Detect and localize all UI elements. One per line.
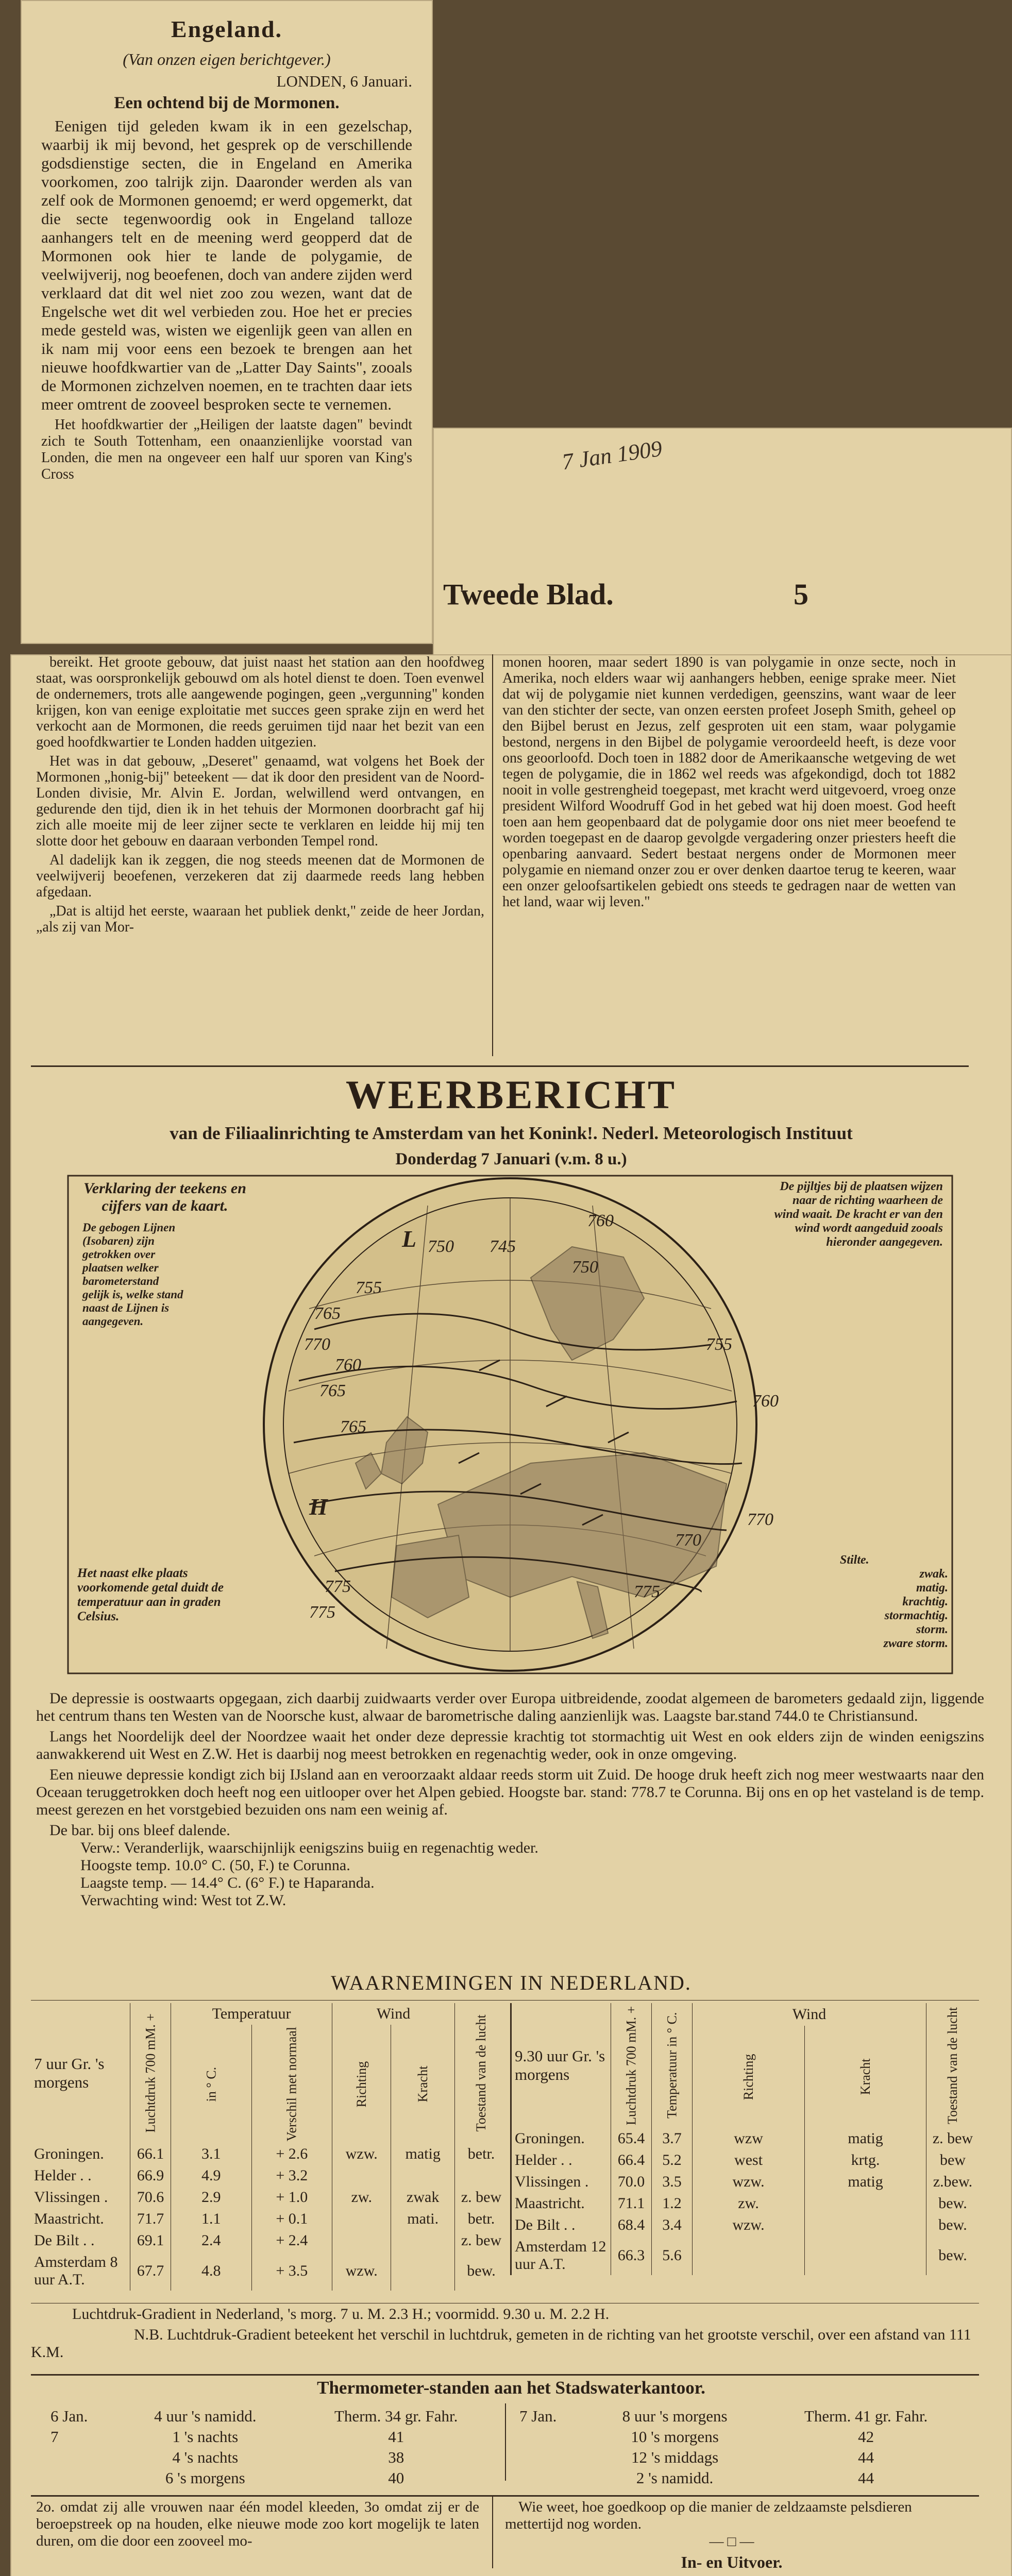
table-cell: 69.1 xyxy=(130,2230,171,2251)
col-header: Toestand van de lucht xyxy=(926,2003,980,2128)
isobar-label: 765 xyxy=(314,1304,341,1323)
gradient-note: N.B. Luchtdruk-Gradient beteekent het verschil in luchtdruk, gemeten in de richting van het grootste verschil, over een afstand van 111 K.M. xyxy=(31,2326,971,2361)
byline: (Van onzen eigen berichtgever.) xyxy=(123,50,331,69)
weer-paragraph: Een nieuwe depressie kondigt zich bij IJsland aan en veroorzaakt aldaar reeds storm uit Zuid. De hooge druk heeft zich nog meer westwaarts naar den Oceaan teruggetrokken doch heeft nog een uitlooper over het Alpen gebied. Hoogste bar. stand: 778.7 te Corunna. Bij ons en op het vasteland is de temp. meest gerezen en het vorstgebied bezuiden ons nam een weinig af. xyxy=(36,1766,984,1818)
col-header: Kracht xyxy=(391,2025,455,2143)
table-cell: bew. xyxy=(926,2193,980,2214)
col-header: Temperatuur in ° C. xyxy=(652,2003,693,2128)
group-header: Wind xyxy=(693,2003,926,2026)
table-cell: wzw. xyxy=(693,2171,805,2193)
table-row xyxy=(31,2230,508,2251)
table-cell: 66.9 xyxy=(130,2165,171,2187)
table-cell xyxy=(332,2208,391,2230)
wind-scale-item: zwak. xyxy=(919,1567,948,1581)
isobar-label: 745 xyxy=(490,1237,516,1256)
table-cell: 4 uur 's namidd. xyxy=(154,2407,257,2425)
table-cell: 2.4 xyxy=(171,2230,252,2251)
table-cell xyxy=(332,2165,391,2187)
isobar-label: 770 xyxy=(675,1531,701,1550)
thermometer-left xyxy=(46,2406,500,2488)
table-cell: 41 xyxy=(388,2428,404,2446)
table-cell: 70.0 xyxy=(611,2171,652,2193)
observations-table-left xyxy=(31,2003,508,2291)
table-cell xyxy=(515,2427,586,2447)
thermometer-left-rows xyxy=(46,2406,500,2488)
table-cell: 1.1 xyxy=(171,2208,252,2230)
headline: Een ochtend bij de Mormonen. xyxy=(114,94,340,112)
table-row xyxy=(46,2468,500,2488)
table-cell: betr. xyxy=(455,2208,508,2230)
col-header: Kracht xyxy=(805,2026,926,2128)
table-cell: Therm. 41 gr. Fahr. xyxy=(804,2407,928,2425)
table-cell: wzw xyxy=(693,2128,805,2149)
high-pressure-letter: H xyxy=(309,1494,328,1520)
isobar-label: 750 xyxy=(572,1258,598,1277)
table-cell: 3.1 xyxy=(171,2143,252,2165)
table-cell: 66.1 xyxy=(130,2143,171,2165)
table-cell: Helder . . xyxy=(515,2151,572,2168)
dateline: LONDEN, 6 Januari. xyxy=(276,72,412,90)
weer-line: Verw.: Veranderlijk, waarschijnlijk eenigszins buiig en regenachtig weder. xyxy=(80,1839,538,1856)
mormon-left-paragraph: Al dadelijk kan ik zeggen, die nog steeds meenen dat de Mormonen de veelwijverij beoefenen, verzekeren dat zij daarmede reeds lang hebben afgedaan. xyxy=(36,852,484,900)
table-cell: + 2.4 xyxy=(251,2230,332,2251)
table-cell: 7 xyxy=(50,2428,59,2446)
table-cell: 44 xyxy=(858,2469,874,2487)
observations-table-right xyxy=(510,2003,979,2275)
weer-paragraph: De depressie is oostwaarts opgegaan, zich daarbij zuidwaarts verder over Europa uitbreidende, zoodat algemeen de barometers gedaald zijn, liggende het centrum thans ten Westen van de Noorsche kust, alwaar de barometrische daling aanzienlijk was. Laagste bar.stand 744.0 te Christiansund. xyxy=(36,1690,984,1724)
mormon-right-paragraph: monen hooren, maar sedert 1890 is van polygamie in onze secte, noch in Amerika, noch elders waar wij aanhangers hebben, eenige sprake meer. Niet dat wij de polygamie niet kunnen verdedigen, geenszins, want waar de leer van den stichter der secte, van onzen eersten profeet Joseph Smith, geheel op den Bijbel berust en Jezus, zelf gesproten uit een stam, waar polygamie bestond, nergens in den Bijbel de polygamie veroordeeld heeft, is deze voor ons geoorloofd. Doch toen in 1882 door de Amerikaansche wetgeving de wet tegen de polygamie, die in 1862 wel reeds was afgekondigd, doch tot 1882 nooit in volle gestrengheid toegepast, met kracht werd uitgevoerd, vroeg onze president Wilford Woodruff God in het gebed wat hij doen moest. God heeft toen aan hem geopenbaard dat de polygamie door ons niet meer beoefend te worden toegepast en de daarop gevolgde vergadering onzer priesters heeft die openbaring aanvaard. Sedert bestaat nergens onder de Mormonen meer polygamie en niemand onzer zou er over denken daartoe terug te keeren, waar een onzer geloofsartikelen gebiedt ons steeds te gedragen naar de wetten van het land, waar wij leven." xyxy=(502,654,956,910)
table-cell: bew. xyxy=(926,2214,980,2236)
table-cell: wzw. xyxy=(332,2143,391,2165)
table-cell: 65.4 xyxy=(611,2128,652,2149)
table-cell: Maastricht. xyxy=(515,2195,585,2212)
footer-right: Wie weet, hoe goedkoop op die manier de zeldzaamste pelsdieren mettertijd nog worden. xyxy=(505,2499,912,2532)
col-header: Toestand van de lucht xyxy=(455,2003,508,2143)
table-cell: bew xyxy=(926,2149,980,2171)
isobar-label: 750 xyxy=(428,1237,454,1256)
table-cell xyxy=(391,2251,455,2291)
legend-left-title: Verklaring der teekens en cijfers van de kaart. xyxy=(83,1180,246,1214)
table-cell: Groningen. xyxy=(34,2145,104,2163)
weather-map xyxy=(67,1175,953,1674)
table-cell: 1.2 xyxy=(652,2193,693,2214)
isobar-label: 775 xyxy=(325,1577,351,1596)
table-cell xyxy=(455,2165,508,2187)
section-rule xyxy=(31,1065,969,1067)
table-cell: + 1.0 xyxy=(251,2187,332,2208)
table-cell: + 0.1 xyxy=(251,2208,332,2230)
table-cell: Amsterdam 12 uur A.T. xyxy=(515,2238,606,2273)
table-cell: 8 uur 's morgens xyxy=(622,2407,728,2425)
mormon-left-paragraph: „Dat is altijd het eerste, waaraan het publiek denkt," zeide de heer Jordan, „als zij van Mor- xyxy=(36,903,484,935)
group-header: Temperatuur xyxy=(171,2003,332,2025)
table-cell: Vlissingen . xyxy=(34,2189,108,2206)
table-row xyxy=(511,2149,980,2171)
table-cell xyxy=(46,2447,118,2468)
gradient-line: Luchtdruk-Gradient in Nederland, 's morg. 7 u. M. 2.3 H.; voormidd. 9.30 u. M. 2.2 H. xyxy=(72,2306,610,2323)
table-row xyxy=(31,2143,508,2165)
table-cell: Helder . . xyxy=(34,2167,92,2184)
waarnemingen-title: WAARNEMINGEN IN NEDERLAND. xyxy=(331,1971,691,1994)
table-cell: 66.3 xyxy=(611,2236,652,2275)
table-cell: matig xyxy=(805,2171,926,2193)
table-row xyxy=(31,2165,508,2187)
thermometer-right xyxy=(515,2406,969,2488)
table-row xyxy=(515,2447,969,2468)
table-cell: matig xyxy=(391,2143,455,2165)
table-row xyxy=(511,2171,980,2193)
table-cell: 71.7 xyxy=(130,2208,171,2230)
low-pressure-letter: L xyxy=(402,1226,417,1252)
weerbericht-date: Donderdag 7 Januari (v.m. 8 u.) xyxy=(395,1150,627,1168)
table-cell: 7 Jan. xyxy=(519,2407,557,2425)
col-header: 7 uur Gr. 's morgens xyxy=(34,2055,105,2092)
page-title: Tweede Blad. xyxy=(443,578,614,611)
mormon-left-paragraph: Het was in dat gebouw, „Deseret" genaamd, wat volgens het Boek der Mormonen „honig-bij" beteekent — dat ik door den president van de Noord-Londen divisie, Mr. Alvin E. Jordan, welwillend werd ontvangen, en gedurende den tijd, dien ik in het tehuis der Mormonen doorbracht gaf hij zich alle moeite mij de leer zijner secte te verklaren en leidde hij mij ten slotte door het gebouw en daaraan verbonden Tempel rond. xyxy=(36,753,484,849)
table-row xyxy=(31,2251,508,2291)
table-cell xyxy=(391,2230,455,2251)
table-cell: zw. xyxy=(332,2187,391,2208)
table-cell xyxy=(805,2214,926,2236)
table-cell: 42 xyxy=(858,2428,874,2446)
weer-line: Laagste temp. — 14.4° C. (6° F.) te Haparanda. xyxy=(80,1874,375,1891)
section-rule xyxy=(31,2495,979,2497)
table-cell xyxy=(332,2230,391,2251)
table-cell: Therm. 34 gr. Fahr. xyxy=(334,2407,458,2425)
table-cell: Amsterdam 8 uur A.T. xyxy=(34,2253,118,2289)
table-row xyxy=(511,2236,980,2275)
isobar-label: 770 xyxy=(304,1335,330,1354)
table-cell: bew. xyxy=(926,2236,980,2275)
table-cell: z. bew xyxy=(926,2128,980,2149)
table-row xyxy=(511,2193,980,2214)
col-header: in ° C. xyxy=(171,2025,252,2143)
table-cell: 3.5 xyxy=(652,2171,693,2193)
isobar-label: 765 xyxy=(340,1417,366,1436)
mormon-left-paragraph: bereikt. Het groote gebouw, dat juist naast het station aan den hoofdweg staat, was oorspronkelijk gebouwd om als hotel dienst te doen. Toen evenwel de ondernemers, trots alle aangewende pogingen, geen „vergunning" konden krijgen, kon van eenige exploitatie met succes geen sprake zijn en werd het verkocht aan de Mormonen, die reeds geruimen tijd naar het bezit van een goed hoofdkwartier te Londen hadden uitgezien. xyxy=(36,654,484,750)
table-row xyxy=(46,2447,500,2468)
table-row xyxy=(46,2406,500,2427)
table-cell: 71.1 xyxy=(611,2193,652,2214)
rows-left xyxy=(31,2143,508,2291)
table-cell: De Bilt . . xyxy=(515,2216,576,2233)
table-cell: wzw. xyxy=(332,2251,391,2291)
table-cell: zw. xyxy=(693,2193,805,2214)
table-cell: Groningen. xyxy=(515,2130,585,2147)
column-divider xyxy=(492,2496,493,2568)
weerbericht-subtitle: van de Filiaalinrichting te Amsterdam van het Konink!. Nederl. Meteorologisch Instituut xyxy=(170,1123,853,1143)
table-cell: 2.9 xyxy=(171,2187,252,2208)
table-cell: betr. xyxy=(455,2143,508,2165)
table-cell xyxy=(693,2236,805,2275)
table-cell: 6 's morgens xyxy=(165,2469,245,2487)
table-row xyxy=(511,2214,980,2236)
col-header: Richting xyxy=(693,2026,805,2128)
col-header: Richting xyxy=(332,2025,391,2143)
table-cell: 2 's namidd. xyxy=(636,2469,714,2487)
column-divider xyxy=(492,654,493,1056)
wind-scale-item: zware storm. xyxy=(883,1637,948,1650)
table-cell: 10 's morgens xyxy=(631,2428,719,2446)
thermometer-title: Thermometer-standen aan het Stadswaterkantoor. xyxy=(317,2378,705,2398)
table-rule xyxy=(31,2000,979,2001)
isobar-label: 755 xyxy=(356,1278,382,1297)
legend-right-text: De pijltjes bij de plaatsen wijzen naar de richting waarheen de wind waait. De kracht er van den wind wordt aangeduid zooals hieronder aangegeven. xyxy=(774,1180,943,1249)
legend-bottom-left: Het naast elke plaats voorkomende getal duidt de temperatuur aan in graden Celsius. xyxy=(77,1566,224,1623)
table-cell xyxy=(391,2165,455,2187)
section-rule xyxy=(31,2374,979,2376)
table-cell: 5.6 xyxy=(652,2236,693,2275)
table-cell: zwak xyxy=(391,2187,455,2208)
col-header: Verschil met normaal xyxy=(251,2025,332,2143)
table-cell: 40 xyxy=(388,2469,404,2487)
table-cell xyxy=(805,2193,926,2214)
table-cell: 3.4 xyxy=(652,2214,693,2236)
engeland-title: Engeland. xyxy=(171,16,283,42)
wind-scale-item: storm. xyxy=(916,1623,948,1636)
wind-scale xyxy=(840,1553,948,1651)
table-cell: krtg. xyxy=(805,2149,926,2171)
table-cell: 4.8 xyxy=(171,2251,252,2291)
table-row xyxy=(46,2427,500,2447)
isobar-label: 760 xyxy=(587,1211,614,1230)
group-header: Wind xyxy=(332,2003,455,2025)
table-cell: mati. xyxy=(391,2208,455,2230)
weer-line: Hoogste temp. 10.0° C. (50, F.) te Corunna. xyxy=(80,1857,350,1874)
weerbericht-title: WEERBERICHT xyxy=(345,1072,677,1117)
table-cell: 67.7 xyxy=(130,2251,171,2291)
main-clipping xyxy=(10,654,1012,2576)
weer-line: De bar. bij ons bleef dalende. xyxy=(49,1822,230,1839)
table-row xyxy=(31,2187,508,2208)
isobar-label: 770 xyxy=(747,1510,773,1529)
isobar-label: 755 xyxy=(706,1335,732,1354)
engeland-clipping xyxy=(21,0,433,644)
table-cell: west xyxy=(693,2149,805,2171)
table-cell: Vlissingen . xyxy=(515,2173,589,2190)
table-cell: z. bew xyxy=(455,2230,508,2251)
table-cell: + 2.6 xyxy=(251,2143,332,2165)
table-cell: 3.7 xyxy=(652,2128,693,2149)
rows-right xyxy=(511,2128,980,2275)
isobar-label: 775 xyxy=(634,1582,660,1601)
table-cell: 66.4 xyxy=(611,2149,652,2171)
table-cell: 4 's nachts xyxy=(172,2448,239,2466)
table-cell: 70.6 xyxy=(130,2187,171,2208)
table-row xyxy=(511,2128,980,2149)
table-cell: 1 's nachts xyxy=(172,2428,239,2446)
footer-ornament: — □ — xyxy=(709,2534,754,2550)
page-number: 5 xyxy=(794,578,808,611)
table-cell: 12 's middags xyxy=(631,2448,719,2466)
table-cell: Maastricht. xyxy=(34,2210,104,2228)
table-cell xyxy=(46,2468,118,2488)
weer-line: Verwachting wind: West tot Z.W. xyxy=(80,1892,286,1909)
isobar-label: 760 xyxy=(335,1355,361,1375)
table-cell xyxy=(805,2236,926,2275)
table-cell xyxy=(515,2447,586,2468)
table-cell: De Bilt . . xyxy=(34,2232,95,2249)
thermometer-right-rows xyxy=(515,2406,969,2488)
wind-scale-item: krachtig. xyxy=(902,1595,948,1608)
table-row xyxy=(515,2406,969,2427)
table-cell: + 3.2 xyxy=(251,2165,332,2187)
table-cell: + 3.5 xyxy=(251,2251,332,2291)
isobar-label: 760 xyxy=(752,1392,779,1411)
col-header: Luchtdruk 700 mM. + xyxy=(130,2003,171,2143)
table-cell xyxy=(515,2468,586,2488)
table-cell: bew. xyxy=(455,2251,508,2291)
legend-left-text: De gebogen Lijnen (Isobaren) zijn getrokken over plaatsen welker barometerstand gelijk is, welke stand naast de Lijnen is aangegeven. xyxy=(82,1221,183,1328)
engeland-paragraph: Het hoofdkwartier der „Heiligen der laatste dagen" bevindt zich te South Tottenham, een onaanzienlijke voorstad van Londen, die men na ongeveer een half uur sporen van King's Cross xyxy=(41,417,412,482)
isobar-label: 775 xyxy=(309,1603,335,1622)
table-row xyxy=(515,2468,969,2488)
table-cell: z. bew xyxy=(455,2187,508,2208)
table-cell: 4.9 xyxy=(171,2165,252,2187)
wind-scale-item: matig. xyxy=(916,1581,948,1595)
wind-scale-item: stormachtig. xyxy=(884,1609,948,1622)
thermometer-divider xyxy=(505,2403,506,2481)
table-cell: 6 Jan. xyxy=(50,2407,88,2425)
table-cell: 38 xyxy=(388,2448,404,2466)
table-cell: 5.2 xyxy=(652,2149,693,2171)
observations xyxy=(31,2003,979,2292)
wind-scale-item: Stilte. xyxy=(840,1553,869,1567)
table-cell: 44 xyxy=(858,2448,874,2466)
weer-paragraph: Langs het Noordelijk deel der Noordzee waait het onder deze depressie krachtig tot stormachtig uit West en ook elders zijn de winden eenigszins aanwakkerend uit West en Z.W. Het is daarbij nog meest betrokken en regenachtig weder, ook in onze omgeving. xyxy=(36,1728,984,1762)
table-cell: z.bew. xyxy=(926,2171,980,2193)
table-row xyxy=(515,2427,969,2447)
engeland-paragraph: Eenigen tijd geleden kwam ik in een gezelschap, waarbij ik mij bevond, het gesprek op de verschillende godsdienstige secten, die in Engeland en Amerika voorkomen, zoo talrijk zijn. Daaronder werden als van zelf ook de Mormonen genoemd; er werd opgemerkt, dat die secte tegenwoordig ook in Engeland talloze aanhangers telt en de meening werd geopperd dat de Mormonen ook hier te lande de polygamie, de veelwijverij, nog beoefenen, doch van andere zijden werd verklaard dat dit wel niet zoo zou wezen, want dat de Engelsche wet dit wel verbieden zou. Hoe het er precies mede gesteld was, wisten we eigenlijk geen van allen en ik nam mij voor eens een bezoek te brengen aan het nieuwe hoofdkwartier van de „Latter Day Saints", zooals de Mormonen zichzelven noemen, en te trachten daar iets meer omtrent de zooveel besproken secte te vernemen. xyxy=(41,117,412,413)
isobar-label: 765 xyxy=(319,1381,346,1400)
col-header: Luchtdruk 700 mM. + xyxy=(611,2003,652,2128)
table-cell: wzw. xyxy=(693,2214,805,2236)
table-row xyxy=(31,2208,508,2230)
handwritten-date: 7 Jan 1909 xyxy=(560,435,664,475)
table-cell: matig xyxy=(805,2128,926,2149)
footer-left: 2o. omdat zij alle vrouwen naar één model kleeden, 3o omdat zij er de beroepstreek op na houden, elke nieuwe mode zoo kort mogelijk te laten duren, om die door een zooveel mo- xyxy=(36,2499,479,2549)
footer-right-heading: In- en Uitvoer. xyxy=(681,2553,783,2571)
table-cell: 68.4 xyxy=(611,2214,652,2236)
col-header: 9.30 uur Gr. 's morgens xyxy=(515,2047,605,2083)
